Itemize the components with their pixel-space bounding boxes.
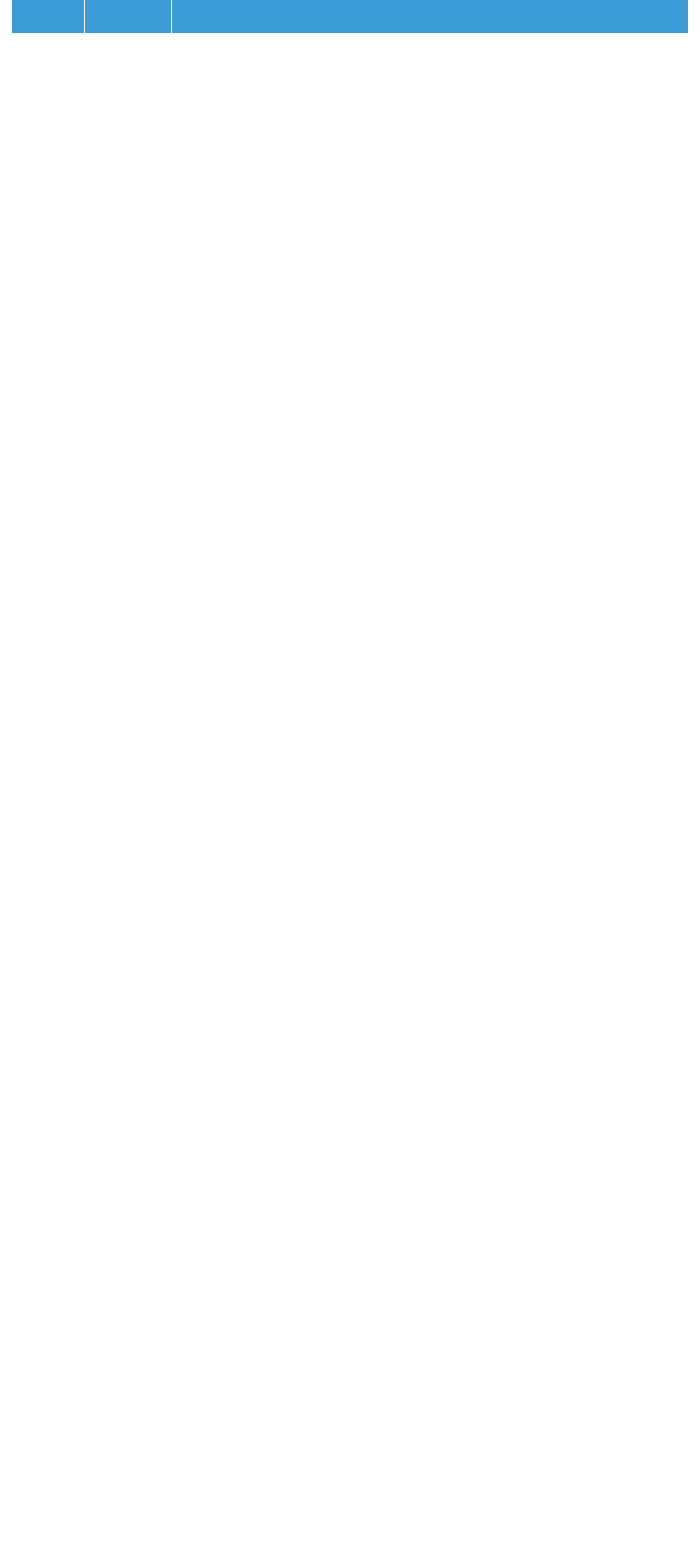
header-date (12, 0, 78, 33)
header-divider (84, 0, 85, 33)
lunar-calendar-table (12, 0, 688, 33)
table-header (12, 0, 688, 33)
header-recommendations (172, 0, 688, 33)
header-moon-phase (88, 0, 170, 33)
